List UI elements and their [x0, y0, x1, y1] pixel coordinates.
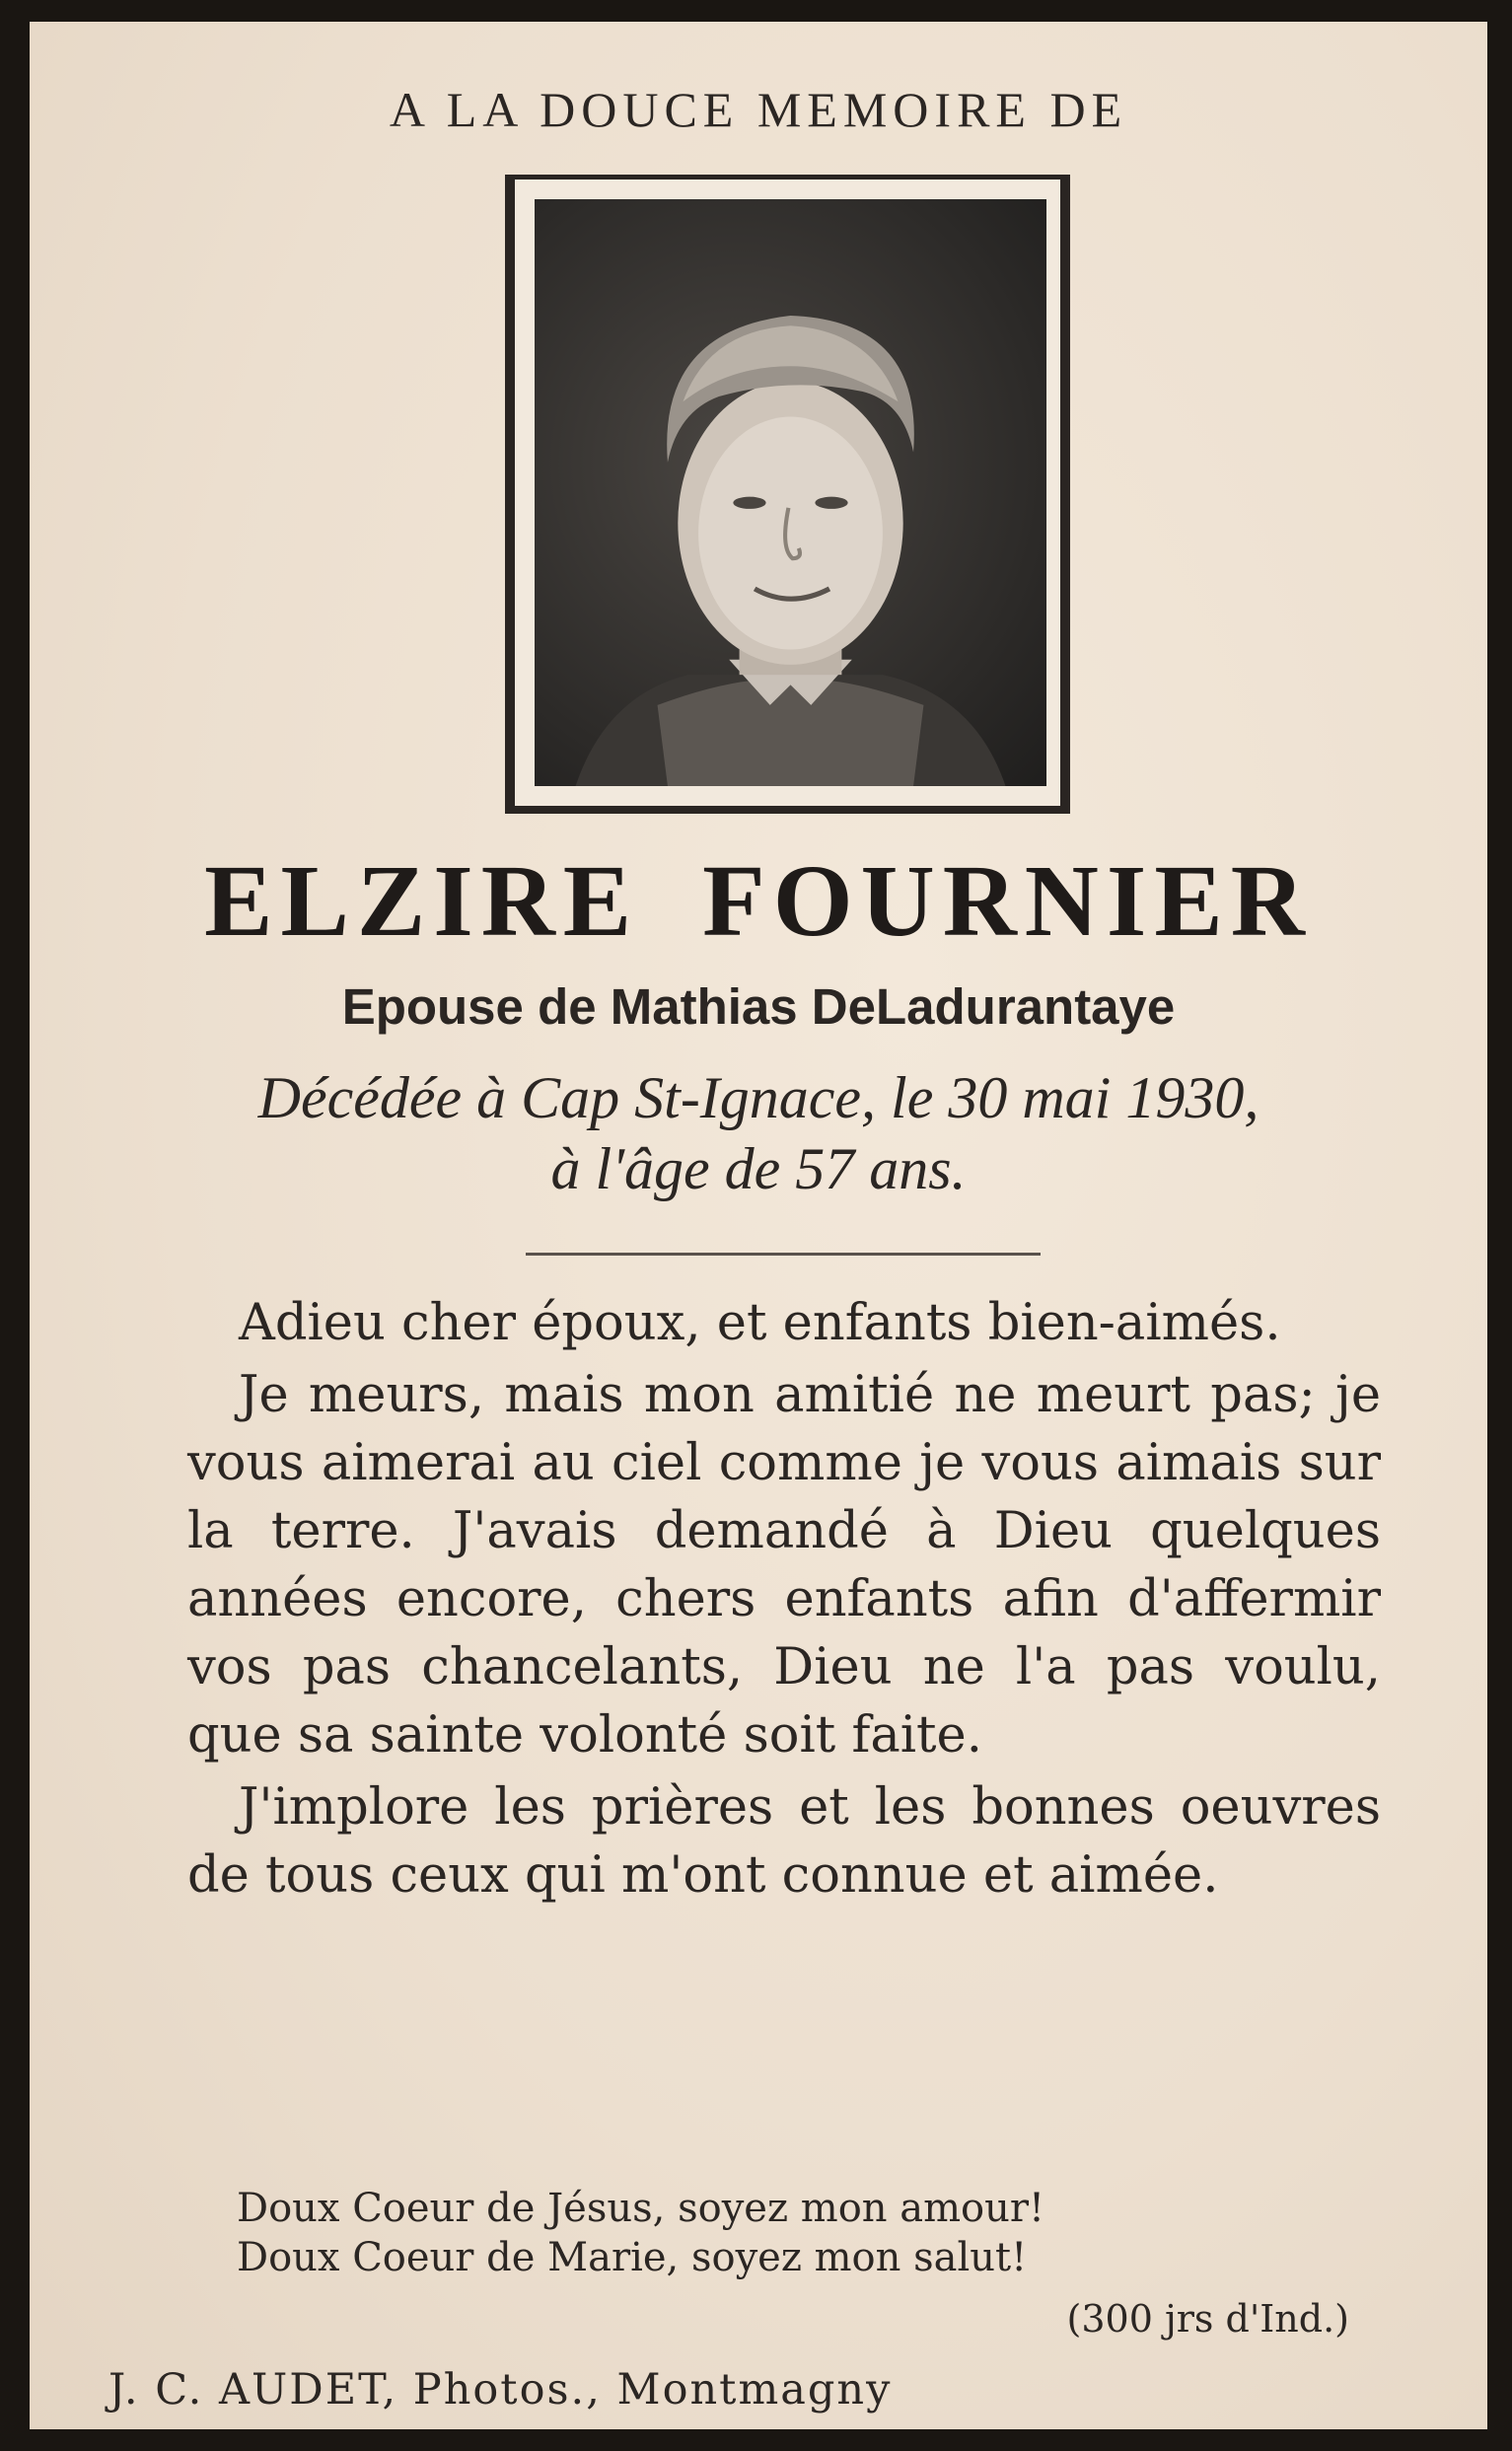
portrait-icon: [535, 199, 1046, 786]
prayer-marie: Doux Coeur de Marie, soyez mon salut!: [237, 2235, 1028, 2280]
death-details: [30, 1062, 1487, 1204]
farewell-text: [187, 1289, 1381, 1913]
indulgence-note: (300 jrs d'Ind.): [1066, 2297, 1349, 2341]
age-line: à l'âge de 57 ans.: [550, 1136, 967, 1201]
memorial-card: [30, 22, 1487, 2429]
deceased-name: ELZIRE FOURNIER: [204, 844, 1313, 958]
prayers: [237, 2184, 1044, 2282]
divider: [526, 1253, 1041, 1256]
farewell-paragraph: Je meurs, mais mon amitié ne meurt pas; je vous aimerai au ciel comme je vous aimais sur la terre. J'avais demandé à Dieu quelques années encore, chers enfants afin d'affermir vos pas chancelants, Dieu ne l'a pas voulu, que sa sainte volonté soit faite.: [187, 1366, 1381, 1765]
death-date-line: Décédée à Cap St-Ignace, le 30 mai 1930,: [257, 1065, 1260, 1130]
farewell-paragraph: J'implore les prières et les bonnes oeuvres de tous ceux qui m'ont connue et aimée.: [187, 1778, 1381, 1905]
portrait-photo: [535, 199, 1046, 786]
photographer-imprint: J. C. AUDET, Photos., Montmagny: [108, 2365, 893, 2415]
farewell-paragraph: Adieu cher époux, et enfants bien-aimés.: [239, 1294, 1281, 1352]
memorial-heading: A LA DOUCE MEMOIRE DE: [389, 82, 1128, 137]
spouse-line: Epouse de Mathias DeLadurantaye: [341, 978, 1176, 1035]
portrait-frame: [505, 175, 1070, 814]
prayer-jesus: Doux Coeur de Jésus, soyez mon amour!: [237, 2186, 1045, 2231]
